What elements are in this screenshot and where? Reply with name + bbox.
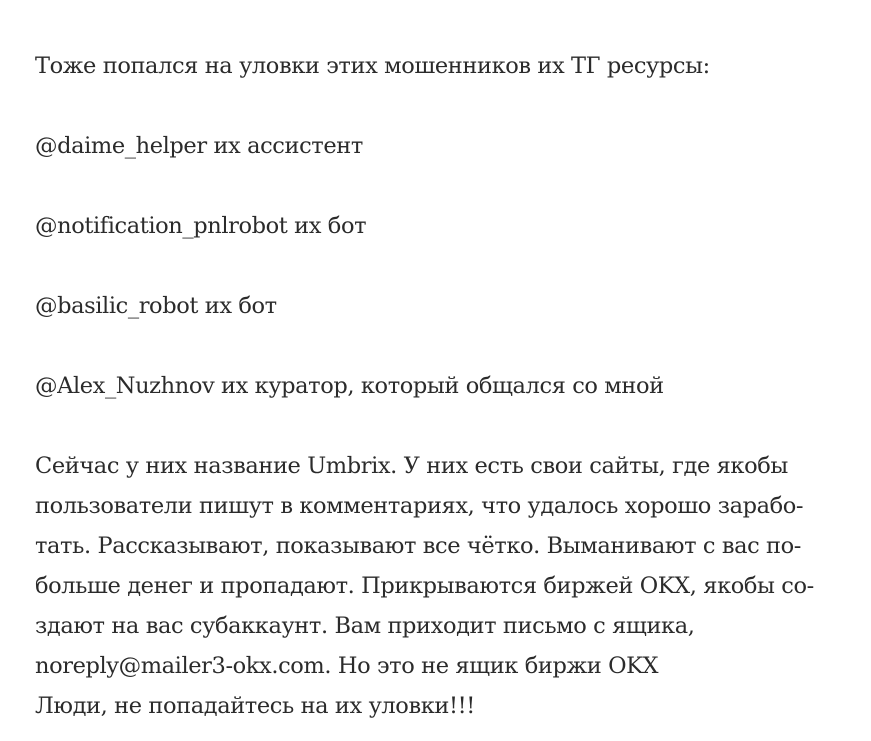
post-body	[35, 46, 850, 726]
contact-assistant: @daime_helper их ассистент	[35, 133, 363, 159]
warning-line: Люди, не попадайтесь на их уловки!!!	[35, 693, 475, 719]
story-paragraph	[35, 446, 850, 726]
intro-text: Тоже попался на уловки этих мошенников их ТГ ресурсы:	[35, 53, 710, 79]
contact-notification-bot: @notification_pnlrobot их бот	[35, 213, 367, 239]
story-line: Сейчас у них название Umbrix. У них есть свои сайты, где якобы	[35, 453, 788, 479]
story-line: тать. Рассказывают, показывают все чётко. Выманивают с вас по-	[35, 533, 802, 559]
contact-basilic-bot: @basilic_robot их бот	[35, 293, 277, 319]
contact-curator: @Alex_Nuzhnov их куратор, который общался со мной	[35, 373, 664, 399]
story-line-email: noreply@mailer3-okx.com. Но это не ящик биржи OKX	[35, 653, 659, 679]
story-line: здают на вас субаккаунт. Вам приходит письмо с ящика,	[35, 613, 695, 639]
story-line: пользователи пишут в комментариях, что удалось хорошо зарабо-	[35, 493, 804, 519]
story-line: больше денег и пропадают. Прикрываются биржей OKX, якобы со-	[35, 573, 814, 599]
